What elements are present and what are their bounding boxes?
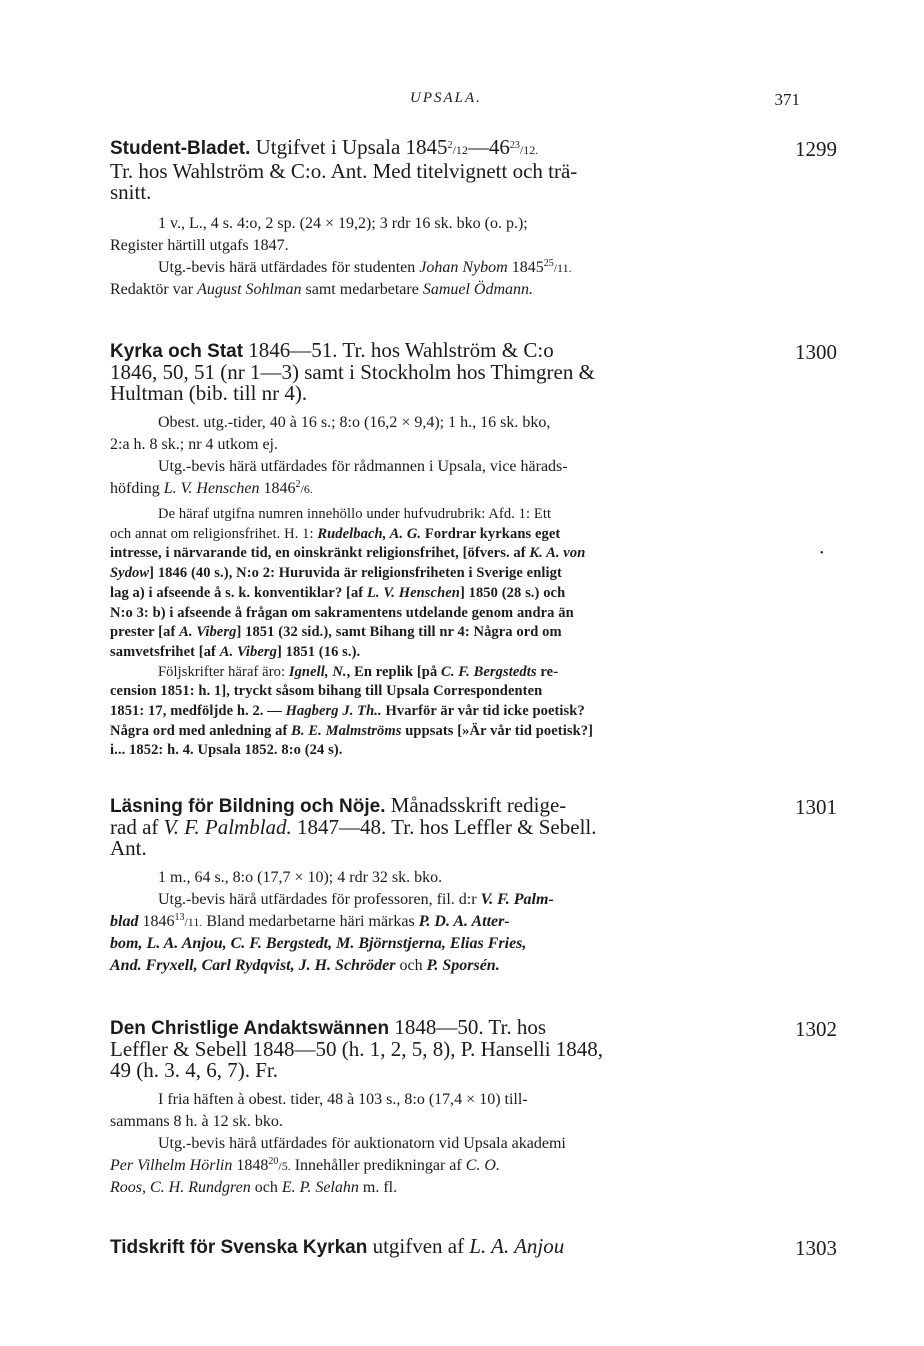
entry-1301 (110, 793, 837, 977)
title-bold: Tidskrift för Svenska Kyrkan (110, 1237, 368, 1258)
bevis-line (110, 889, 785, 911)
entry-1303 (110, 1234, 837, 1260)
bevis-date: 1846 (138, 913, 175, 930)
person-name: Rudelbach, A. G. (317, 525, 422, 542)
bevis-date: 1846 (259, 480, 296, 497)
person-name: L. A. Anjou (469, 1234, 565, 1258)
bevis-text: och (250, 1179, 282, 1196)
format-line: 2:a h. 8 sk.; nr 4 utkom ej. (110, 436, 278, 453)
bevis-text: Bland medarbetarne häri märkas (202, 913, 419, 930)
note-line (110, 525, 785, 545)
person-name: blad (110, 913, 139, 930)
title-text: Månadsskrift redige- (385, 793, 567, 817)
person-name: And. Fryxell, Carl Rydqvist, J. H. Schröder (110, 957, 396, 974)
title-bold: Kyrka och Stat (110, 341, 244, 362)
note-text: 1851: 17, medföljde h. 2. — (110, 703, 286, 720)
format-line: 1 v., L., 4 s. 4:o, 2 sp. (24 × 19,2); 3 rdr 16 sk. bko (o. p.); (158, 215, 528, 232)
follow-line: i... 1852: h. 4. Upsala 1852. 8:o (24 s). (110, 742, 343, 759)
person-name: A. Viberg (219, 643, 278, 660)
date-sub: /11. (184, 915, 203, 929)
person-name: C. F. Bergstedts (441, 663, 537, 680)
entry-title (110, 1236, 785, 1258)
person-name: P. D. A. Atter- (418, 913, 510, 930)
entry-title (110, 137, 785, 161)
follow-line: cension 1851: h. 1], tryckt såsom bihang till Upsala Correspondenten (110, 683, 543, 700)
follow-line (110, 702, 785, 722)
bevis-date: 1848 (232, 1157, 269, 1174)
person-name: Ignell, N. (288, 663, 347, 680)
title-continuation: 49 (h. 3. 4, 6, 7). Fr. (110, 1058, 278, 1082)
date-sup: 20 (268, 1156, 279, 1167)
note-text: uppsats [»Är vår tid poetisk?] (401, 722, 594, 739)
note-text: Fordrar kyrkans eget (421, 525, 561, 542)
person-name: C. O. (465, 1157, 500, 1174)
title-text: rad af (110, 815, 164, 839)
format-line: sammans 8 h. à 12 sk. bko. (110, 1113, 283, 1130)
title-continuation: Hultman (bib. till nr 4). (110, 381, 308, 405)
entry-number: 1299 (795, 137, 837, 161)
follow-line (110, 722, 785, 742)
person-name: E. P. Selahn (281, 1179, 359, 1196)
title-text: —46 (467, 135, 510, 159)
note-text: intresse, i närvarande tid, en oinskränkt religionsfrihet, [öfvers. af (110, 545, 530, 562)
note-line (110, 623, 785, 643)
person-name: P. Sporsén. (426, 957, 500, 974)
running-head: UPSALA. (410, 90, 482, 106)
bevis-text: höfding (110, 480, 164, 497)
page-number: 371 (774, 90, 800, 109)
note-line (110, 584, 785, 604)
note-text: Några ord med anledning af (110, 722, 292, 739)
person-name: Roos, C. H. Rundgren (110, 1179, 251, 1196)
title-continuation: Tr. hos Wahlström & C:o. Ant. Med titelvignett och trä- (110, 159, 578, 183)
bevis-line (110, 955, 785, 977)
date-sub: /12. (519, 143, 539, 157)
note-text: lag a) i afseende å s. k. konventiklar? [af (110, 584, 367, 601)
date-sup: 2 (295, 479, 301, 490)
note-text: ] 1851 (32 sid.), samt Bihang till nr 4: Några ord om (236, 624, 562, 641)
title-continuation (110, 817, 785, 838)
bevis-text: Utg.-bevis härä utfärdades för studenten (158, 259, 420, 276)
date-sup: 13 (174, 912, 185, 923)
bevis-line (110, 478, 785, 500)
note-text: Hvarför är vår tid icke poetisk? (381, 703, 585, 720)
format-line: 1 m., 64 s., 8:o (17,7 × 10); 4 rdr 32 sk. bko. (158, 869, 443, 886)
title-continuation: snitt. (110, 180, 152, 204)
follow-line (110, 663, 785, 683)
entry-title (110, 1017, 785, 1039)
editor-text: samt medarbetare (301, 281, 423, 298)
format-line: I fria häften à obest. tider, 48 à 103 s., 8:o (17,4 × 10) till- (158, 1091, 528, 1108)
title-continuation: Ant. (110, 836, 147, 860)
note-line: De häraf utgifna numren innehöllo under hufvudrubrik: Afd. 1: Ett (158, 506, 552, 522)
entry-1300 (110, 338, 837, 761)
person-name: A. Viberg (179, 624, 237, 641)
note-text: samvetsfrihet [af (110, 643, 220, 660)
title-text: 1848—50. Tr. hos (389, 1015, 547, 1039)
bevis-line (110, 1155, 785, 1177)
title-continuation: Leffler & Sebell 1848—50 (h. 1, 2, 5, 8), P. Hanselli 1848, (110, 1037, 604, 1061)
person-name: B. E. Malmströms (291, 722, 402, 739)
person-name: V. F. Palm- (480, 891, 554, 908)
note-line (110, 564, 785, 584)
note-text: prester [af (110, 624, 180, 641)
bevis-text: och (395, 957, 427, 974)
page-header (110, 90, 800, 114)
person-name: K. A. von (529, 545, 586, 562)
title-bold: Student-Bladet. (110, 138, 251, 159)
person-name: Johan Nybom (419, 259, 508, 276)
bevis-line: Utg.-bevis härå utfärdades för auktionatorn vid Upsala akademi (158, 1135, 566, 1152)
date-sup: 2 (447, 140, 453, 151)
person-name: L. V. Henschen (366, 584, 460, 601)
note-text: re- (536, 663, 559, 680)
person-name: Samuel Ödmann. (422, 281, 534, 298)
note-line (110, 643, 785, 663)
title-text: Utgifvet i Upsala 1845 (250, 135, 448, 159)
title-bold: Läsning för Bildning och Nöje. (110, 796, 386, 817)
format-line: Register härtill utgafs 1847. (110, 237, 289, 254)
date-sub: /12 (452, 143, 468, 157)
note-text: Följskrifter häraf äro: (158, 663, 289, 680)
bevis-line (110, 911, 785, 933)
entry-number: 1303 (795, 1236, 837, 1260)
entry-number: 1302 (795, 1017, 837, 1041)
note-text: ] 1851 (16 s.). (277, 643, 361, 660)
note-line: N:o 3: b) i afseende å frågan om sakramentens utdelande genom andra än (110, 604, 574, 621)
person-name: August Sohlman (197, 281, 302, 298)
format-line: Obest. utg.-tider, 40 à 16 s.; 8:o (16,2 × 9,4); 1 h., 16 sk. bko, (158, 414, 551, 431)
entry-title (110, 340, 785, 362)
date-sub: /5. (278, 1159, 291, 1173)
editor-text: Redaktör var (110, 281, 198, 298)
bevis-line (110, 1177, 785, 1199)
note-text: ] 1850 (28 s.) och (459, 584, 566, 601)
person-name: L. V. Henschen (163, 480, 260, 497)
entry-number: 1300 (795, 340, 837, 364)
bevis-line (110, 257, 785, 279)
note-line (110, 544, 785, 564)
entry-1299 (110, 135, 837, 301)
title-text: 1847—48. Tr. hos Leffler & Sebell. (291, 815, 597, 839)
bevis-line: Utg.-bevis härä utfärdades för rådmannen i Upsala, vice härads- (158, 458, 568, 475)
editor-line (110, 279, 785, 301)
person-name: Hagberg J. Th.. (285, 703, 382, 720)
bevis-text: Innehåller predikningar af (290, 1157, 466, 1174)
note-text: och annat om religionsfrihet. H. 1: (110, 525, 318, 542)
bevis-line: bom, L. A. Anjou, C. F. Bergstedt, M. Björnstjerna, Elias Fries, (110, 935, 527, 952)
date-sub: /11. (553, 261, 572, 275)
entry-title (110, 795, 785, 817)
margin-mark: • (820, 548, 824, 559)
title-text: utgifven af (367, 1234, 470, 1258)
title-continuation: 1846, 50, 51 (nr 1—3) samt i Stockholm hos Thimgren & (110, 360, 595, 384)
bevis-text: m. fl. (358, 1179, 398, 1196)
entry-number: 1301 (795, 795, 837, 819)
title-text: 1846—51. Tr. hos Wahlström & C:o (243, 338, 554, 362)
date-sup: 23 (509, 140, 520, 151)
title-bold: Den Christlige Andaktswännen (110, 1018, 390, 1039)
bevis-date: 1845 (507, 259, 544, 276)
person-name: V. F. Palmblad. (163, 815, 292, 839)
date-sup: 25 (543, 258, 554, 269)
person-name: Sydow (110, 565, 150, 582)
bevis-text: Utg.-bevis härå utfärdades för professoren, fil. d:r (158, 891, 481, 908)
date-sub: /6. (300, 482, 313, 496)
entry-1302 (110, 1015, 837, 1199)
note-text: ] 1846 (40 s.), N:o 2: Huruvida är religionsfriheten i Sverige enligt (149, 565, 562, 582)
person-name: Per Vilhelm Hörlin (110, 1157, 233, 1174)
note-text: , En replik [på (346, 663, 442, 680)
